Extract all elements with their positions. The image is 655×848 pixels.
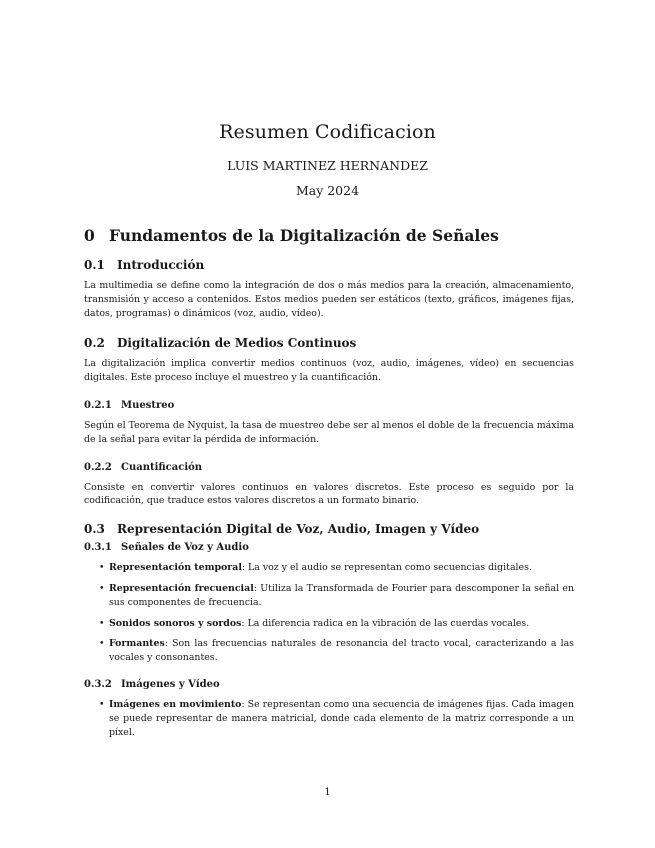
subsection-heading-digitalizacion: [84, 335, 574, 351]
subsection-title: Introducción: [117, 258, 205, 272]
bullet-icon: •: [99, 638, 105, 650]
bullet-list-imagenes-video: [84, 698, 574, 739]
subsection-title: Digitalización de Medios Continuos: [117, 336, 357, 351]
bullet-icon: •: [99, 582, 105, 594]
subsubsection-heading-cuantificacion: [84, 461, 574, 475]
paragraph-muestreo: Según el Teorema de Nyquist, la tasa de muestreo debe ser al menos el doble de la frecuencia máxima de la señal para evitar la pérdida de información.: [84, 419, 574, 445]
list-item-term: Imágenes en movimiento: [109, 698, 242, 710]
list-item: [84, 637, 574, 665]
subsubsection-heading-muestreo: [84, 399, 574, 413]
bullet-list-voz-audio: [84, 561, 574, 665]
list-item-text: : Son las frecuencias naturales de resonancia del tracto vocal, caracterizando a las vocales y consonantes.: [109, 638, 574, 664]
document-title: Resumen Codificacion: [219, 121, 436, 143]
section-title: Fundamentos de la Digitalización de Señales: [109, 226, 499, 245]
list-item: [84, 582, 574, 610]
subsubsection-number: 0.3.1: [84, 542, 112, 554]
list-item-term: Sonidos sonoros y sordos: [109, 617, 242, 629]
document-body: [84, 226, 574, 749]
section-number: 0: [84, 226, 95, 245]
subsubsection-title: Muestreo: [121, 399, 175, 411]
page-number: 1: [324, 787, 331, 798]
subsubsection-title: Cuantificación: [121, 461, 203, 473]
list-item-text: : Se representan como una secuencia de imágenes fijas. Cada imagen se puede representar de manera matricial, donde cada elemento de la matriz corresponde a un píxel.: [109, 698, 574, 738]
bullet-icon: •: [99, 562, 105, 574]
section-heading: [84, 226, 574, 246]
list-item-text: : Utiliza la Transformada de Fourier para descomponer la señal en sus componentes de frecuencia.: [109, 582, 574, 608]
subsubsection-number: 0.2.1: [84, 399, 112, 411]
list-item: [84, 561, 574, 575]
subsubsection-heading-imagenes-video: [84, 678, 574, 692]
subsubsection-heading-voz-audio: [84, 541, 574, 555]
bullet-icon: •: [99, 698, 105, 710]
document-author: LUIS MARTINEZ HERNANDEZ: [227, 158, 428, 173]
list-item-term: Representación temporal: [109, 562, 242, 574]
subsubsection-title: Señales de Voz y Audio: [121, 542, 249, 554]
list-item-term: Formantes: [109, 638, 165, 650]
paragraph-introduccion: La multimedia se define como la integración de dos o más medios para la creación, almacenamiento, transmisión y acceso a contenidos. Estos medios pueden ser estáticos (texto, gráficos, imágenes fijas, datos, programas) o dinámicos (voz, audio, vídeo).: [84, 280, 574, 319]
document-date: May 2024: [295, 183, 360, 198]
subsubsection-title: Imágenes y Vídeo: [121, 678, 220, 690]
subsection-heading-introduccion: [84, 257, 574, 273]
list-item-term: Representación frecuencial: [109, 582, 254, 594]
paragraph-cuantificacion: Consiste en convertir valores continuos en valores discretos. Este proceso es seguido por la codificación, que traduce estos valores discretos a un formato binario.: [84, 481, 574, 507]
subsection-number: 0.2: [84, 336, 105, 351]
subsubsection-number: 0.2.2: [84, 461, 112, 473]
list-item: [84, 698, 574, 739]
subsubsection-number: 0.3.2: [84, 678, 112, 690]
subsection-title: Representación Digital de Voz, Audio, Imagen y Vídeo: [117, 522, 480, 537]
bullet-icon: •: [99, 617, 105, 629]
subsection-number: 0.1: [84, 258, 105, 272]
list-item-text: : La voz y el audio se representan como secuencias digitales.: [241, 562, 532, 574]
subsection-heading-representacion: [84, 521, 574, 537]
subsection-number: 0.3: [84, 522, 105, 537]
paragraph-digitalizacion: La digitalización implica convertir medios continuos (voz, audio, imágenes, vídeo) en secuencias digitales. Este proceso incluye el muestreo y la cuantificación.: [84, 358, 574, 384]
list-item: [84, 617, 574, 631]
list-item-text: : La diferencia radica en la vibración de las cuerdas vocales.: [241, 617, 530, 629]
